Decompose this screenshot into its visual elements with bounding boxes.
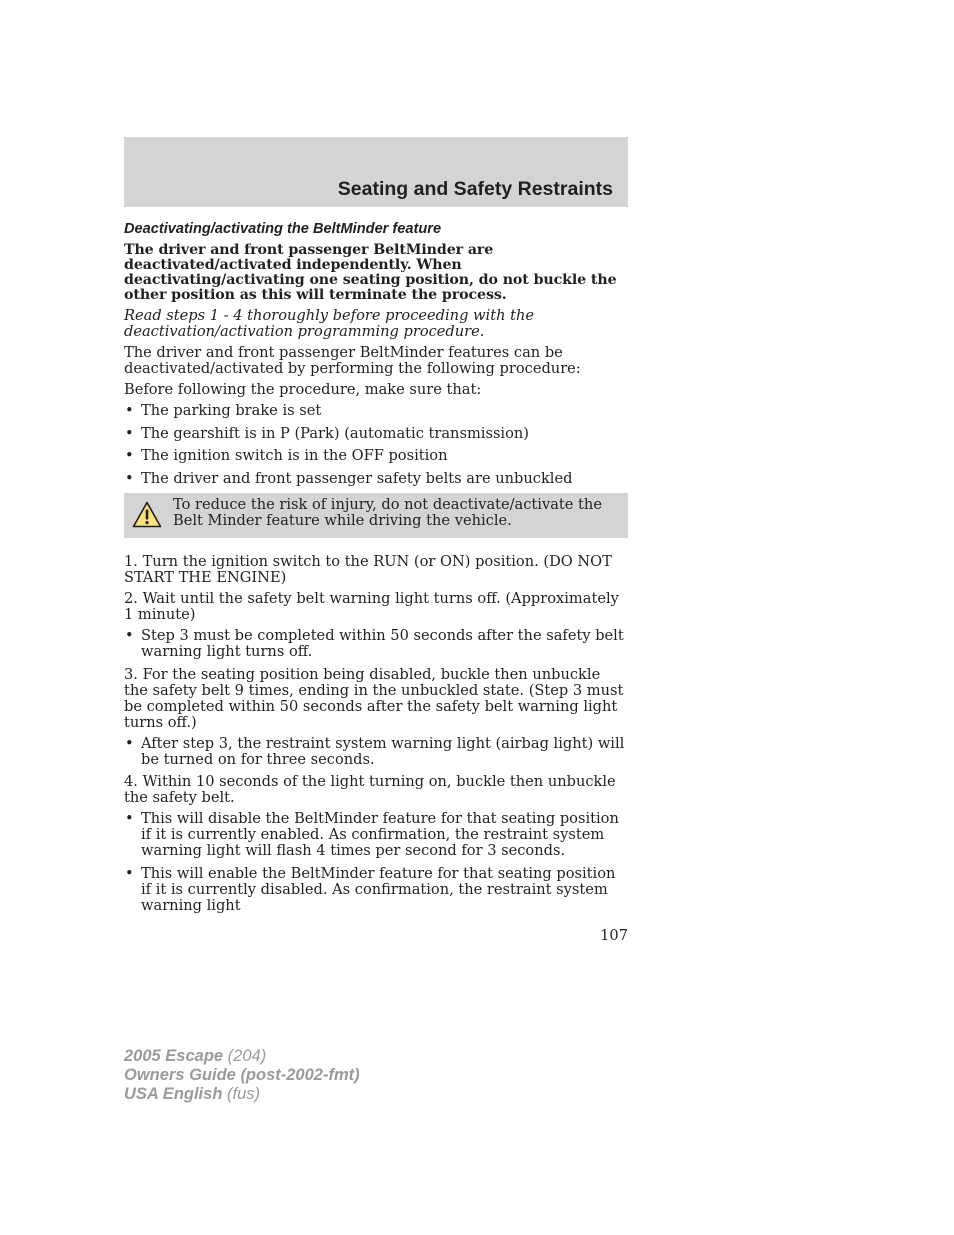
list-item: • This will disable the BeltMinder feature for that seating position if it is currently enabled. As confirmation, the restraint system warning light will flash 4 times per second for 3 seconds.	[124, 811, 628, 859]
step-3-notes	[124, 736, 628, 768]
footer-language: USA English	[124, 1085, 223, 1103]
warning-triangle-icon	[132, 501, 162, 528]
subheading: Deactivating/activating the BeltMinder feature	[124, 221, 442, 237]
section-title: Seating and Safety Restraints	[337, 178, 613, 200]
paragraph: The driver and front passenger BeltMinder features can be deactivated/activated by performing the following procedure:	[124, 344, 581, 377]
page-number: 107	[600, 927, 628, 944]
step-2: 2. Wait until the safety belt warning light turns off. (Approximately 1 minute)	[124, 590, 619, 623]
checklist	[124, 403, 628, 487]
list-item: • The parking brake is set	[124, 403, 628, 419]
list-item: • After step 3, the restraint system warning light (airbag light) will be turned on for three seconds.	[124, 736, 628, 768]
list-item: • Step 3 must be completed within 50 seconds after the safety belt warning light turns off.	[124, 628, 628, 660]
step-4: 4. Within 10 seconds of the light turning on, buckle then unbuckle the safety belt.	[124, 773, 616, 806]
document-footer	[124, 1047, 360, 1104]
italic-note: Read steps 1 - 4 thoroughly before proceeding with the deactivation/activation programming procedure.	[124, 307, 535, 340]
step-4-notes	[124, 811, 628, 914]
footer-line-guide	[124, 1066, 360, 1085]
list-item: • The gearshift is in P (Park) (automatic transmission)	[124, 426, 628, 442]
footer-model: 2005 Escape	[124, 1047, 224, 1065]
footer-line-model	[124, 1047, 360, 1066]
section-header-band	[124, 137, 628, 207]
warning-text: To reduce the risk of injury, do not deactivate/activate the Belt Minder feature while driving the vehicle.	[173, 496, 602, 529]
bold-intro: The driver and front passenger BeltMinder are deactivated/activated independently. When deactivating/activating one seating position, do not buckle the other position as this will terminate the process.	[124, 242, 617, 303]
step-1: 1. Turn the ignition switch to the RUN (or ON) position. (DO NOT START THE ENGINE)	[124, 553, 612, 586]
warning-box	[124, 493, 628, 538]
list-item: • The ignition switch is in the OFF position	[124, 448, 628, 464]
step-3: 3. For the seating position being disabled, buckle then unbuckle the safety belt 9 times, ending in the unbuckled state. (Step 3 must be completed within 50 seconds after the safety belt warning light turns off.)	[124, 665, 624, 731]
step-2-notes	[124, 628, 628, 660]
footer-model-code: (204)	[223, 1047, 267, 1065]
footer-language-code: (fus)	[222, 1085, 260, 1103]
footer-guide: Owners Guide (post-2002-fmt)	[124, 1066, 360, 1084]
list-item: • The driver and front passenger safety belts are unbuckled	[124, 471, 628, 487]
footer-line-language	[124, 1085, 360, 1104]
list-item: • This will enable the BeltMinder feature for that seating position if it is currently disabled. As confirmation, the restraint system warning light	[124, 866, 628, 914]
paragraph: Before following the procedure, make sure that:	[124, 381, 482, 398]
page-content	[124, 220, 628, 920]
